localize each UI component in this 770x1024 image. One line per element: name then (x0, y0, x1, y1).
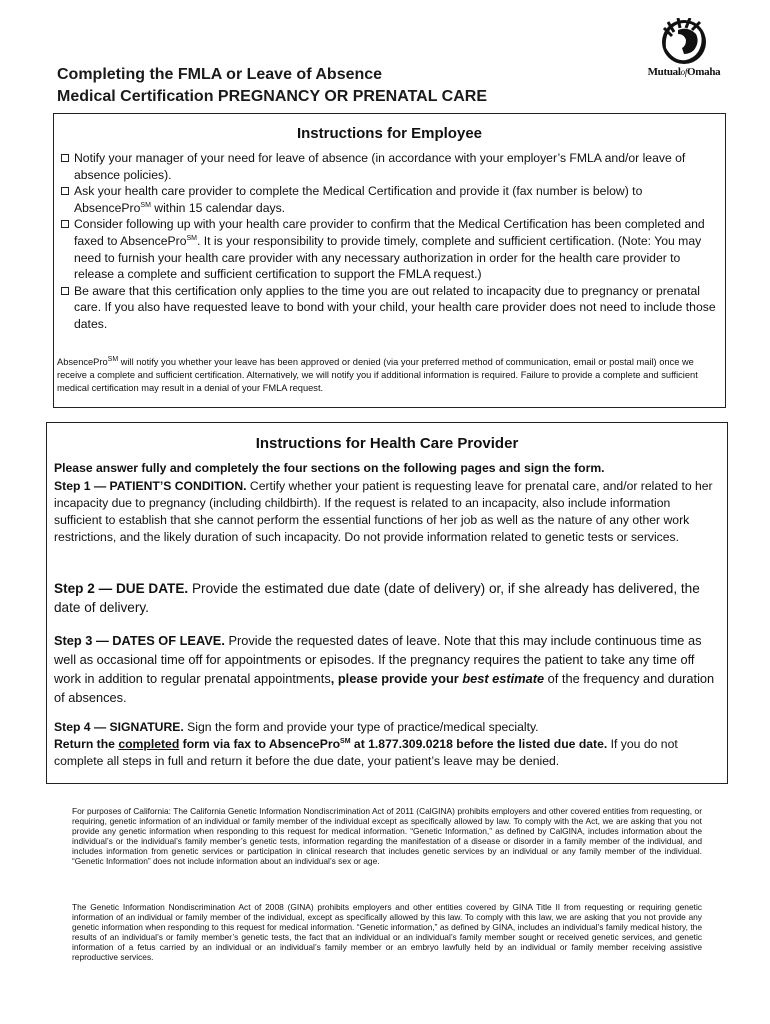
list-item: Be aware that this certification only applies to the time you are out related to incapacity due to pregnancy or prenatal care. If you also have requested leave to bond with your child, your health care provider does not need to include those dates. (60, 283, 720, 333)
checkbox-icon (61, 187, 69, 195)
list-item: Notify your manager of your need for leave of absence (in accordance with your employer’s FMLA and/or leave of absence policies). (60, 150, 720, 183)
page-title: Completing the FMLA or Leave of Absence (57, 66, 383, 83)
checkbox-icon (61, 220, 69, 228)
step-1-patient-condition: Step 1 — PATIENT’S CONDITION. Certify whether your patient is requesting leave for prenatal care, and/or related to her incapacity due to pregnancy (including childbirth). If the request is related to an incapacity, also include information sufficient to establish that she cannot perform the essential functions of her job as well as the nature of any other work restrictions, and the likely duration of such incapacity. Do not provide information related to genetic tests or services. (54, 479, 713, 544)
provider-intro: Please answer fully and completely the four sections on the following pages and sign the form. (54, 461, 605, 475)
step-4-signature: Step 4 — SIGNATURE. Sign the form and provide your type of practice/medical specialty. Return the completed form via fax to AbsencePro℠ at 1.877.309.0218 before the listed due date. If you do not complete all steps in full and return it before the due date, your patient’s leave may be denied. (54, 720, 678, 768)
employee-instructions-box (53, 113, 726, 408)
gina-disclaimer: The Genetic Information Nondiscrimination Act of 2008 (GINA) prohibits employers and other entities covered by GINA Title II from requesting or requiring genetic information of an individual or family member of the individual, except as specifically allowed by this law. To comply with this law, we are asking that you not provide any genetic information when responding to this request for medical information. “Genetic information,” as defined by GINA, includes an individual’s family medical history, the results of an individual’s or family member’s genetic tests, the fact that an individual or an individual’s family member sought or received genetic services, and genetic information of a fetus carried by an individual or an individual’s family member or an embryo lawfully held by an individual or family member receiving assistive reproductive services. (72, 902, 702, 962)
provider-instructions-heading: Instructions for Health Care Provider (255, 435, 519, 452)
step-3-dates-of-leave: Step 3 — DATES OF LEAVE. Provide the requested dates of leave. Note that this may include continuous time as well as occasional time off for appointments or episodes. If the pregnancy requires the patient to take any time off work in addition to regular prenatal appointments, please provide your best estimate of the frequency and duration of absences. (54, 633, 715, 705)
california-calgina-disclaimer: For purposes of California: The California Genetic Information Nondiscrimination Act of 2011 (CalGINA) prohibits employers and other covered entities from requesting, or requiring, genetic information of an individual or family member of the individual except as specifically allowed by law. To comply with the Act, we are asking that you not provide any genetic information when responding to this request for medical information. “Genetic Information,” as defined by CalGINA, includes information about the individual’s or the individual’s family member’s genetic tests, information regarding the manifestation of a disease or disorder in a family member of the individual, and includes information from genetic services or participation in clinical research that includes genetic services by an individual or any family member of the individual. “Genetic Information” does not include information about an individual’s sex or age. (72, 806, 702, 866)
absencepro-notice: AbsencePro℠ will notify you whether your leave has been approved or denied (via your preferred method of communication, email or postal mail) once we receive a complete and sufficient certification. Alternatively, we will notify you if additional information is required. Failure to provide a complete and sufficient medical certification may result in a denial of your FMLA request. (57, 355, 698, 394)
checkbox-icon (61, 287, 69, 295)
company-logo-wordmark: MutualofOmaha (647, 66, 721, 78)
employee-instructions-heading: Instructions for Employee (296, 125, 483, 142)
page-subtitle: Medical Certification PREGNANCY OR PRENATAL CARE (57, 88, 487, 105)
step-2-due-date: Step 2 — DUE DATE. Provide the estimated due date (date of delivery) or, if she already has delivered, the date of delivery. (54, 581, 700, 615)
list-item: Ask your health care provider to complete the Medical Certification and provide it (fax number is below) to AbsencePro℠ within 15 calendar days. (60, 183, 720, 216)
employee-instructions-list (60, 150, 720, 333)
list-item: Consider following up with your health care provider to confirm that the Medical Certification has been completed and faxed to AbsencePro℠. It is your responsibility to provide timely, complete and sufficient certification. (Note: You may need to furnish your health care provider with any necessary authorization in order for the health care provider to release a complete and sufficient certification to support the FMLA request.) (60, 216, 720, 282)
provider-instructions-box (46, 422, 728, 784)
checkbox-icon (61, 154, 69, 162)
